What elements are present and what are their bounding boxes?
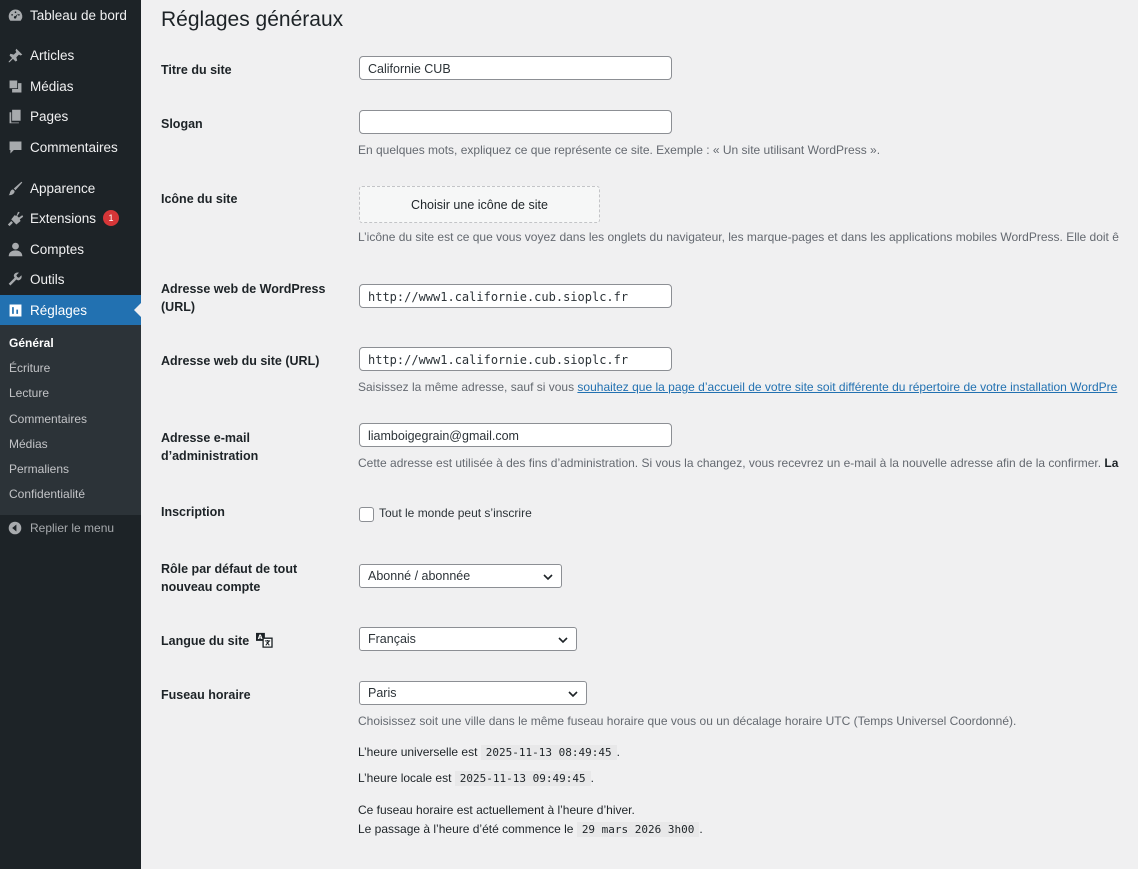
page-title: Réglages généraux	[161, 8, 344, 31]
collapse-label: Replier le menu	[30, 521, 115, 535]
chevron-down-icon	[557, 634, 569, 646]
submenu-media[interactable]: Médias	[9, 437, 48, 451]
site-title-label: Titre du site	[161, 63, 232, 77]
menu-label: Médias	[30, 78, 74, 94]
menu-extensions[interactable]	[0, 203, 141, 233]
admin-email-desc-bold: La	[1104, 456, 1119, 470]
membership-checkbox[interactable]	[359, 507, 374, 522]
local-time-line: L’heure locale est 2025-11-13 09:49:45 .	[358, 771, 594, 785]
dashboard-icon	[0, 7, 30, 24]
language-value: Français	[368, 632, 416, 646]
admin-email-label: Adresse e-mail d’administration	[161, 431, 259, 463]
language-label-text: Langue du site	[161, 634, 250, 648]
submenu-reading[interactable]: Lecture	[9, 386, 50, 400]
settings-submenu	[0, 325, 141, 515]
submenu-general[interactable]: Général	[9, 336, 54, 350]
site-url-description	[358, 380, 1117, 394]
chevron-down-icon	[567, 688, 579, 700]
pin-icon	[0, 47, 30, 64]
admin-email-input[interactable]: liamboigegrain@gmail.com	[359, 423, 672, 447]
utc-time-line: L’heure universelle est 2025-11-13 08:49:45 .	[358, 745, 620, 759]
update-count-badge: 1	[103, 210, 119, 226]
submenu-privacy[interactable]: Confidentialité	[9, 487, 86, 501]
membership-checkbox-label[interactable]: Tout le monde peut s’inscrire	[379, 506, 532, 520]
wrench-icon	[0, 271, 30, 288]
timezone-value: Paris	[368, 686, 397, 700]
default-role-value: Abonné / abonnée	[368, 569, 471, 583]
local-time-value: 2025-11-13 09:49:45	[455, 771, 591, 786]
menu-label: Extensions	[30, 210, 97, 226]
pages-icon	[0, 108, 30, 125]
menu-comments[interactable]	[0, 132, 141, 162]
menu-articles[interactable]	[0, 40, 141, 70]
choose-site-icon-button[interactable]: Choisir une icône de site	[359, 186, 600, 223]
menu-dashboard[interactable]	[0, 0, 141, 30]
language-select[interactable]	[359, 627, 577, 651]
menu-label: Tableau de bord	[30, 7, 127, 23]
user-icon	[0, 241, 30, 258]
menu-label: Comptes	[30, 241, 85, 257]
collapse-menu-button[interactable]	[0, 517, 141, 539]
tagline-description: En quelques mots, expliquez ce que représente ce site. Exemple : « Un site utilisant WordPress ».	[358, 143, 881, 157]
collapse-arrow-icon	[0, 521, 30, 535]
utc-time-value: 2025-11-13 08:49:45	[481, 745, 617, 760]
wp-url-input[interactable]: http://www1.californie.cub.sioplc.fr	[359, 284, 672, 308]
wp-url-label: Adresse web de WordPress (URL)	[161, 282, 326, 314]
dst-prefix: Le passage à l’heure d’été commence le	[358, 822, 574, 836]
dst-line: Le passage à l’heure d’été commence le 29 mars 2026 3h00 .	[358, 822, 703, 836]
local-time-prefix: L’heure locale est	[358, 771, 452, 785]
winter-time-note: Ce fuseau horaire est actuellement à l’heure d’hiver.	[358, 803, 635, 817]
menu-pages[interactable]	[0, 101, 141, 131]
site-url-desc-prefix: Saisissez la même adresse, sauf si vous	[358, 380, 578, 394]
menu-label: Commentaires	[30, 139, 118, 155]
menu-media[interactable]	[0, 71, 141, 101]
menu-label: Outils	[30, 271, 65, 287]
brush-icon	[0, 180, 30, 197]
submenu-comments[interactable]: Commentaires	[9, 412, 88, 426]
translation-icon	[255, 632, 273, 648]
chevron-down-icon	[542, 571, 554, 583]
menu-label: Apparence	[30, 180, 96, 196]
site-title-input[interactable]: Californie CUB	[359, 56, 672, 80]
tagline-label: Slogan	[161, 117, 203, 131]
timezone-label: Fuseau horaire	[161, 688, 251, 702]
site-url-label: Adresse web du site (URL)	[161, 354, 320, 368]
admin-sidebar	[0, 0, 141, 869]
admin-email-desc-text: Cette adresse est utilisée à des fins d’administration. Si vous la changez, vous recevrez un e-mail à la nouvelle adresse afin de la confirmer.	[358, 456, 1105, 470]
menu-label: Réglages	[30, 302, 88, 318]
language-label	[161, 632, 273, 650]
default-role-select[interactable]	[359, 564, 562, 588]
menu-label: Pages	[30, 108, 69, 124]
menu-accounts[interactable]	[0, 234, 141, 264]
settings-content	[141, 0, 1138, 869]
admin-email-description	[358, 456, 1118, 470]
dst-date-value: 29 mars 2026 3h00	[577, 822, 700, 837]
default-role-label: Rôle par défaut de tout nouveau compte	[161, 562, 298, 594]
utc-time-prefix: L’heure universelle est	[358, 745, 478, 759]
menu-settings[interactable]	[0, 295, 141, 325]
submenu-writing[interactable]: Écriture	[9, 361, 51, 375]
menu-appearance[interactable]	[0, 173, 141, 203]
timezone-select[interactable]	[359, 681, 587, 705]
site-icon-label: Icône du site	[161, 192, 238, 206]
membership-label: Inscription	[161, 505, 225, 519]
svg-text:A: A	[257, 634, 263, 642]
menu-tools[interactable]	[0, 264, 141, 294]
site-url-help-link[interactable]: souhaitez que la page d’accueil de votre site soit différente du répertoire de votre installation WordPre	[577, 380, 1118, 394]
comment-icon	[0, 139, 30, 156]
site-url-input[interactable]: http://www1.californie.cub.sioplc.fr	[359, 347, 672, 371]
tagline-input[interactable]	[359, 110, 672, 134]
timezone-description: Choisissez soit une ville dans le même fuseau horaire que vous ou un décalage horaire UTC (Temps Universel Coordonné).	[358, 714, 1017, 728]
site-icon-description: L’icône du site est ce que vous voyez dans les onglets du navigateur, les marque-pages et dans les applications mobiles WordPress. Elle doit ê	[358, 230, 1119, 244]
settings-icon	[0, 302, 30, 319]
active-indicator	[134, 303, 141, 317]
menu-label: Articles	[30, 47, 75, 63]
submenu-permalinks[interactable]: Permaliens	[9, 462, 70, 476]
plugin-icon	[0, 210, 30, 227]
media-icon	[0, 78, 30, 95]
